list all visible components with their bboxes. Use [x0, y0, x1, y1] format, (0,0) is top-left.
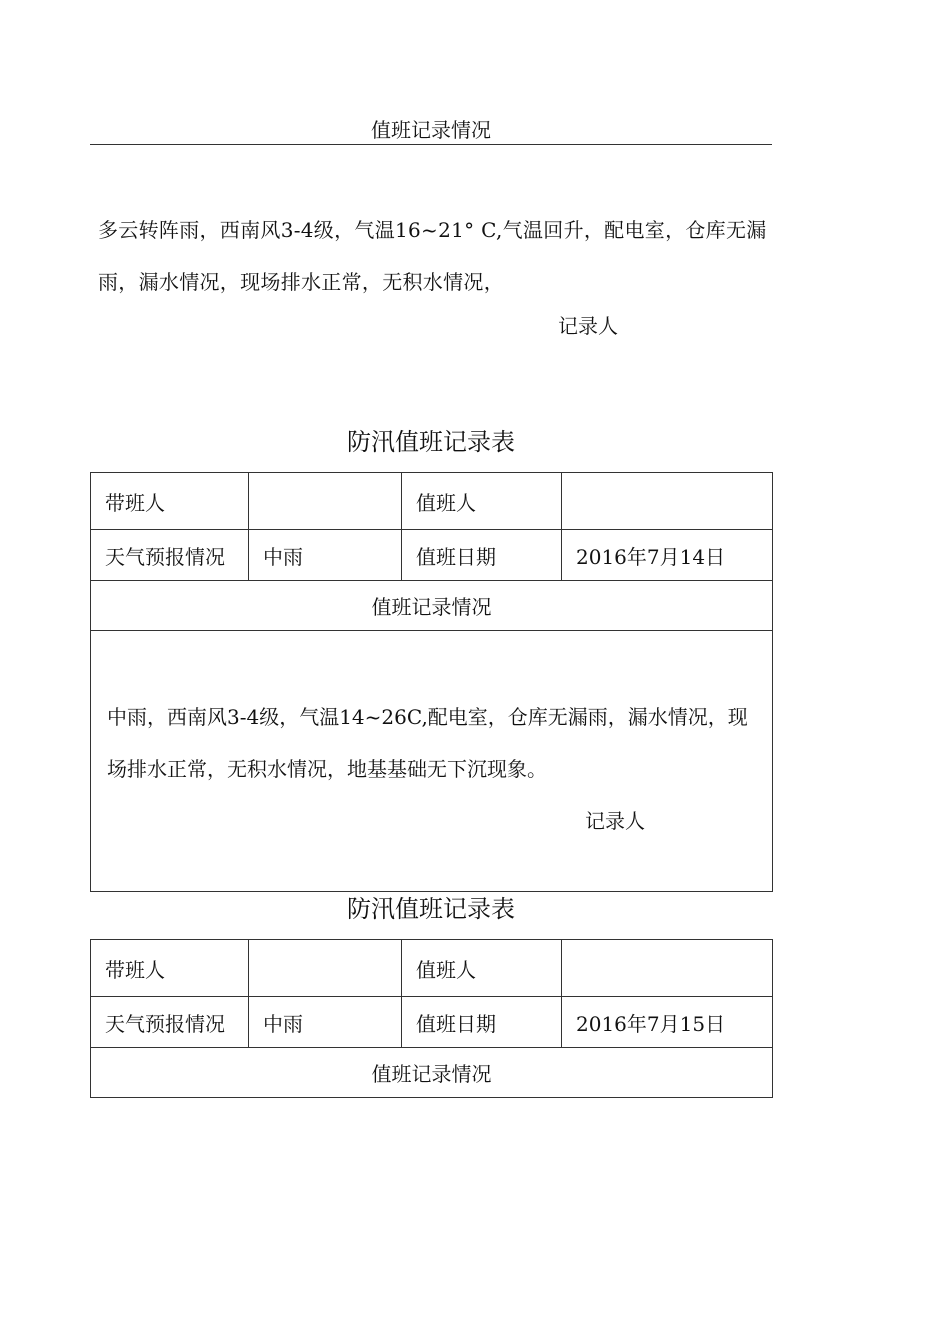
date-label: 值班日期	[402, 530, 562, 581]
record-heading: 值班记录情况	[91, 1048, 773, 1098]
forecast-label: 天气预报情况	[91, 997, 249, 1048]
date-value: 2016年7月15日	[562, 997, 773, 1048]
duty-person-value	[562, 940, 773, 997]
leader-value	[249, 473, 402, 530]
forecast-value: 中雨	[249, 530, 402, 581]
duty-person-value	[562, 473, 773, 530]
recorder-label: 记录人	[585, 809, 645, 833]
leader-label: 带班人	[91, 940, 249, 997]
duty-table-2	[90, 939, 773, 1098]
date-label: 值班日期	[402, 997, 562, 1048]
record-body-cell	[91, 631, 773, 892]
top-record-heading: 值班记录情况	[90, 116, 772, 145]
top-recorder-label: 记录人	[558, 314, 618, 338]
record-body-text: 中雨，西南风3-4级，气温14~26C,配电室，仓库无漏雨，漏水情况，现场排水正常，无积水情况，地基基础无下沉现象。	[107, 705, 748, 781]
forecast-value: 中雨	[249, 997, 402, 1048]
date-value: 2016年7月14日	[562, 530, 773, 581]
top-record-body: 多云转阵雨，西南风3-4级，气温16~21° C,气温回升，配电室，仓库无漏雨，漏水情况，现场排水正常，无积水情况，	[98, 218, 767, 294]
record-heading: 值班记录情况	[91, 581, 773, 631]
forecast-label: 天气预报情况	[91, 530, 249, 581]
duty-table-1	[90, 472, 773, 892]
table-2-title: 防汛值班记录表	[347, 895, 515, 923]
table-1-title: 防汛值班记录表	[347, 428, 515, 456]
leader-value	[249, 940, 402, 997]
duty-person-label: 值班人	[402, 473, 562, 530]
leader-label: 带班人	[91, 473, 249, 530]
duty-person-label: 值班人	[402, 940, 562, 997]
